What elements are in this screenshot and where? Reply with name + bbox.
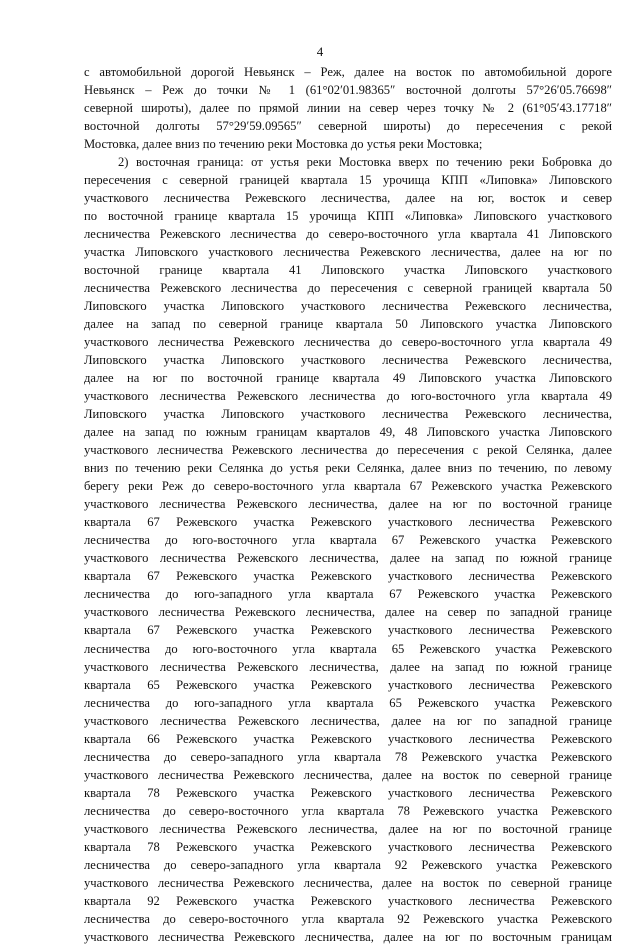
text-line: квартала 78 Режевского участка Режевского участкового лесничества Режевского <box>84 839 612 854</box>
text-line: квартала 92 Режевского участка Режевского участкового лесничества Режевского <box>84 893 612 908</box>
text-line: Липовского участка Липовского участкового лесничества Режевского лесничества, <box>84 407 612 422</box>
page-number: 4 <box>316 44 324 59</box>
text-line: квартала 78 Режевского участка Режевского участкового лесничества Режевского <box>84 785 612 800</box>
text-line: участкового лесничества Режевского лесничества, далее на юг по восточной границе <box>84 821 612 836</box>
text-line: лесничества Режевского лесничества до северо-восточного угла квартала 41 Липовского <box>84 227 612 242</box>
text-line: участка Липовского участкового лесничества Режевского лесничества, далее на юг по <box>84 245 612 260</box>
text-line: лесничества до юго-восточного угла квартала 65 Режевского участка Режевского <box>84 641 612 656</box>
text-line: Невьянск – Реж до точки № 1 (61°02′01.98365″ восточной долготы 57°26′05.76698″ <box>84 83 612 98</box>
text-line: квартала 67 Режевского участка Режевского участкового лесничества Режевского <box>84 515 612 530</box>
text-line: участкового лесничества Режевского лесничества, далее на юг по западной границе <box>84 713 612 728</box>
text-line: лесничества до юго-восточного угла квартала 67 Режевского участка Режевского <box>84 533 612 548</box>
text-line: восточной долготы 57°29′59.09565″ северной широты) до пересечения с рекой <box>84 119 612 134</box>
text-line: квартала 67 Режевского участка Режевского участкового лесничества Режевского <box>84 623 612 638</box>
text-line: лесничества до северо-восточного угла квартала 78 Режевского участка Режевского <box>84 803 612 818</box>
text-line: лесничества до северо-западного угла квартала 92 Режевского участка Режевского <box>84 857 612 872</box>
text-line: по восточной границе квартала 15 урочища КПП «Липовка» Липовского участкового <box>84 209 612 224</box>
text-line: лесничества до северо-западного угла квартала 78 Режевского участка Режевского <box>84 749 612 764</box>
text-line: Мостовка, далее вниз по течению реки Мостовка до устья реки Мостовка; <box>84 137 483 152</box>
text-line: участкового лесничества Режевского лесничества до юго-восточного угла квартала 49 <box>84 389 612 404</box>
text-line: участкового лесничества Режевского лесничества, далее на запад по южной границе <box>84 551 612 566</box>
text-line: квартала 67 Режевского участка Режевского участкового лесничества Режевского <box>84 569 612 584</box>
text-line: далее на юг по восточной границе квартала 49 Липовского участка Липовского <box>84 371 612 386</box>
text-line: участкового лесничества Режевского лесничества, далее на юг по восточной границе <box>84 497 612 512</box>
text-line: берегу реки Реж до северо-восточного угла квартала 67 Режевского участка Режевского <box>84 479 612 494</box>
text-line: участкового лесничества Режевского лесничества, далее на восток по северной границе <box>84 875 612 890</box>
text-line: лесничества Режевского лесничества до пересечения с северной границей квартала 50 <box>84 281 612 296</box>
text-line: Липовского участка Липовского участкового лесничества Режевского лесничества, <box>84 353 612 368</box>
text-line: участкового лесничества Режевского лесничества до пересечения с рекой Селянка, далее <box>84 443 612 458</box>
text-line: вниз по течению реки Селянка до устья реки Селянка, далее вниз по течению, по левому <box>84 461 612 476</box>
text-line: участкового лесничества Режевского лесничества, далее на восток по северной границе <box>84 767 612 782</box>
text-line: восточной границе квартала 41 Липовского участка Липовского участкового <box>84 263 612 278</box>
text-line: северной широты), далее по прямой линии на север через точку № 2 (61°05′43.17718″ <box>84 101 612 116</box>
text-line: квартала 65 Режевского участка Режевского участкового лесничества Режевского <box>84 677 612 692</box>
text-line: участкового лесничества Режевского лесничества, далее на север по западной границе <box>84 605 612 620</box>
text-line: далее на запад по северной границе квартала 50 Липовского участка Липовского <box>84 317 612 332</box>
text-line: квартала 66 Режевского участка Режевского участкового лесничества Режевского <box>84 731 612 746</box>
text-line: Липовского участка Липовского участкового лесничества Режевского лесничества, <box>84 299 612 314</box>
body-text <box>84 63 612 946</box>
text-line: участкового лесничества Режевского лесничества, далее на юг по восточным границам <box>84 929 612 944</box>
text-line: участкового лесничества Режевского лесничества, далее на запад по южной границе <box>84 659 612 674</box>
text-line: далее на запад по южным границам кварталов 49, 48 Липовского участка Липовского <box>84 425 612 440</box>
text-line: пересечения с северной границей квартала 15 урочища КПП «Липовка» Липовского <box>84 173 612 188</box>
text-line: с автомобильной дорогой Невьянск – Реж, далее на восток по автомобильной дороге <box>84 65 612 79</box>
text-line: участкового лесничества Режевского лесничества, далее на юг, восток и север <box>84 191 612 206</box>
text-line: лесничества до северо-восточного угла квартала 92 Режевского участка Режевского <box>84 911 612 926</box>
text-line: участкового лесничества Режевского лесничества до северо-восточного угла квартала 49 <box>84 335 612 350</box>
text-line: лесничества до юго-западного угла квартала 65 Режевского участка Режевского <box>84 695 612 710</box>
text-line: 2) восточная граница: от устья реки Мостовка вверх по течению реки Бобровка до <box>118 155 612 170</box>
text-line: лесничества до юго-западного угла квартала 67 Режевского участка Режевского <box>84 587 612 602</box>
